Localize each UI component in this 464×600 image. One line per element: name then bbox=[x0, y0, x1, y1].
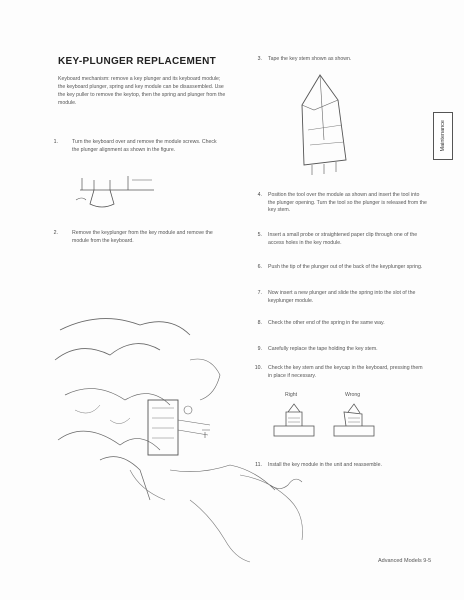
section-title: KEY-PLUNGER REPLACEMENT bbox=[58, 56, 217, 67]
step-number: 8. bbox=[257, 320, 262, 326]
step-number: 10. bbox=[254, 365, 262, 371]
step-text: Install the key module in the unit and reassemble. bbox=[268, 462, 382, 468]
step-text: Now insert a new plunger and slide the spring into the slot of the keyplunger module. bbox=[268, 290, 416, 304]
step-text: Remove the keyplunger from the key module and remove the module from the keyboard. bbox=[72, 230, 213, 244]
step-number: 6. bbox=[257, 264, 262, 270]
taped-key-stem-figure bbox=[290, 70, 360, 180]
step-text: Tape the key stem shown as shown. bbox=[268, 56, 352, 62]
section-side-tab: Maintenance bbox=[433, 112, 453, 160]
step-number: 2. bbox=[53, 230, 58, 236]
step-number: 4. bbox=[257, 192, 262, 198]
step-text: Carefully replace the tape holding the key stem. bbox=[268, 346, 378, 352]
step-number: 3. bbox=[257, 56, 262, 62]
step-text: Insert a small probe or straightened paper clip through one of the access holes in the key module. bbox=[268, 232, 418, 246]
step-number: 9. bbox=[257, 346, 262, 352]
step-text: Check the other end of the spring in the same way. bbox=[268, 320, 385, 326]
step-number: 11. bbox=[255, 462, 262, 468]
plunger-alignment-figure bbox=[72, 170, 162, 215]
step-text: Push the tip of the plunger out of the back of the keyplunger spring. bbox=[268, 264, 423, 270]
wrong-label: Wrong bbox=[345, 392, 361, 398]
right-wrong-figure bbox=[268, 400, 388, 442]
step-number: 7. bbox=[257, 290, 262, 296]
page-footer: Advanced Models 9-5 bbox=[378, 558, 432, 564]
step-number: 5. bbox=[257, 232, 262, 238]
step-text: Turn the keyboard over and remove the module screws. Check the plunger alignment as shown in the figure. bbox=[72, 139, 217, 153]
step-number: 1. bbox=[53, 139, 58, 145]
step-text: Check the key stem and the keycap in the keyboard, pressing them in place if necessary. bbox=[268, 365, 423, 379]
right-label: Right bbox=[285, 392, 298, 398]
step-text: Position the tool over the module as shown and insert the tool into the plunger opening. Turn the tool so the plunger is released from the key stem. bbox=[268, 192, 427, 214]
intro-paragraph: Keyboard mechanism: remove a key plunger and its keyboard module; the keyboard plunger, spring and key module can be disassembled. Use the key puller to remove the keytop, then the spring and plunger from the module. bbox=[58, 76, 226, 106]
